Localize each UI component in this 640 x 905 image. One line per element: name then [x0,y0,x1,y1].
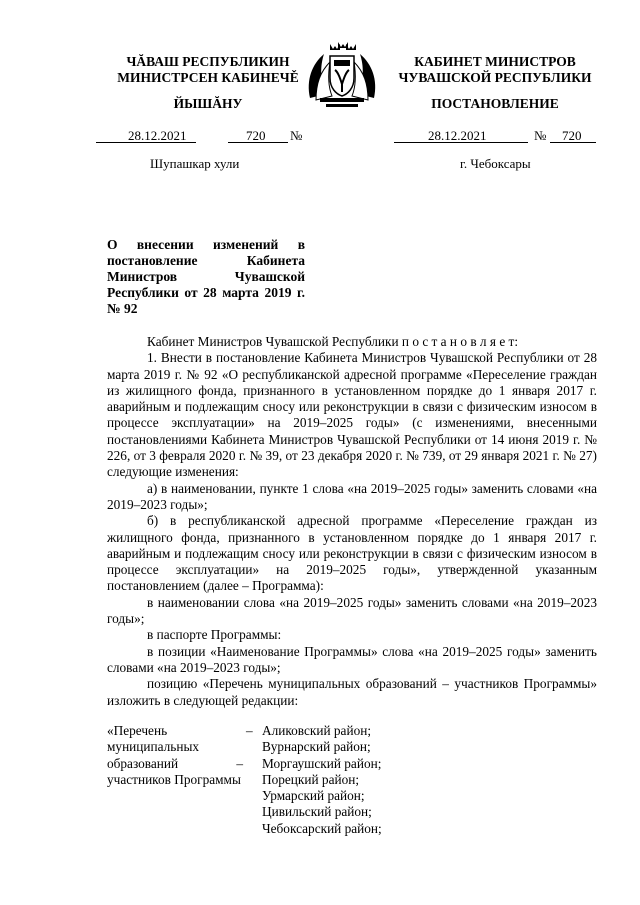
body-paragraph-4: в наименовании слова «на 2019–2025 годы» заменить словами «на 2019–2023 годы»; [107,594,597,627]
right-date: 28.12.2021 [428,128,487,143]
body-paragraph-3: б) в республиканской адресной программе «Переселение граждан из жилищного фонда, признанного в установленном порядке до 1 января 2017 г. аварийным и подлежащим сносу или реконструкции в связи с физическим износом в процессе эксплуатации» на 2019–2025 годы», утвержденной указанным постановлением (далее – Программа): [107,513,597,594]
body-paragraph-6: в позиции «Наименование Программы» слова «на 2019–2025 годы» заменить словами «на 2019–2023 годы»; [107,643,597,675]
right-number-sign: № [534,128,547,143]
table-districts-list [262,723,382,837]
list-item: Порецкий район; [262,771,360,787]
left-date: 28.12.2021 [128,128,187,143]
body-paragraph-7: позицию «Перечень муниципальных образований – участников Программы» изложить в следующей редакции: [107,676,597,708]
header-left-line2: МИНИСТРСЕН КАБИНЕЧĚ [117,70,299,85]
header-left-line1: ЧĂВАШ РЕСПУБЛИКИН [126,54,290,69]
list-item: Вурнарский район; [262,739,371,755]
list-item: Урмарский район; [262,788,365,804]
coat-of-arms-emblem-icon [302,40,382,110]
body-paragraph-2: а) в наименовании, пункте 1 слова «на 2019–2025 годы» заменить словами «на 2019–2023 годы»; [107,480,597,512]
table-left-cell: «Перечень муниципальных образований – участников Программы [107,723,243,787]
header-right-line1: КАБИНЕТ МИНИСТРОВ [414,54,576,69]
header-right-org [392,54,598,86]
list-item: Чебоксарский район; [262,820,382,836]
body-paragraph-5: в паспорте Программы: [147,627,282,643]
list-item: Аликовский район; [262,723,372,738]
place-right: г. Чебоксары [460,156,531,171]
body-paragraph-1: 1. Внести в постановление Кабинета Министров Чувашской Республики от 28 марта 2019 г. № 92 «О республиканской адресной программе «Переселение граждан из жилищного фонда, признанного в установленном порядке до 1 января 2017 г. аварийным и подлежащим сносу или реконструкции в связи с физическим износом в процессе эксплуатации» на 2019–2025 годы» (с изменениями, внесенными постановлениями Кабинета Министров Чувашской Республики от 14 июня 2019 г. № 226, от 3 февраля 2020 г. № 39, от 23 декабря 2020 г. № 739, от 29 января 2021 г. № 27) следующие изменения: [107,350,597,480]
header-left-org [88,54,328,86]
body-intro: Кабинет Министров Чувашской Республики п о с т а н о в л я е т: [147,334,519,349]
document-subject: О внесении изменений в постановление Кабинета Министров Чувашской Республики от 28 марта 2019 г. № 92 [107,237,305,316]
header-left-doc-type: ЙЫШĂНУ [173,96,243,111]
left-number-sign: № [290,128,303,143]
header-right-line2: ЧУВАШСКОЙ РЕСПУБЛИКИ [398,70,592,85]
list-item: Цивильский район; [262,804,372,820]
place-left: Шупашкар хули [150,156,240,171]
left-number: 720 [246,128,266,143]
header-right-doc-type: ПОСТАНОВЛЕНИЕ [431,96,559,111]
table-dash: – [246,723,253,738]
list-item: Моргаушский район; [262,755,382,771]
right-number: 720 [562,128,582,143]
document-body [107,334,597,709]
